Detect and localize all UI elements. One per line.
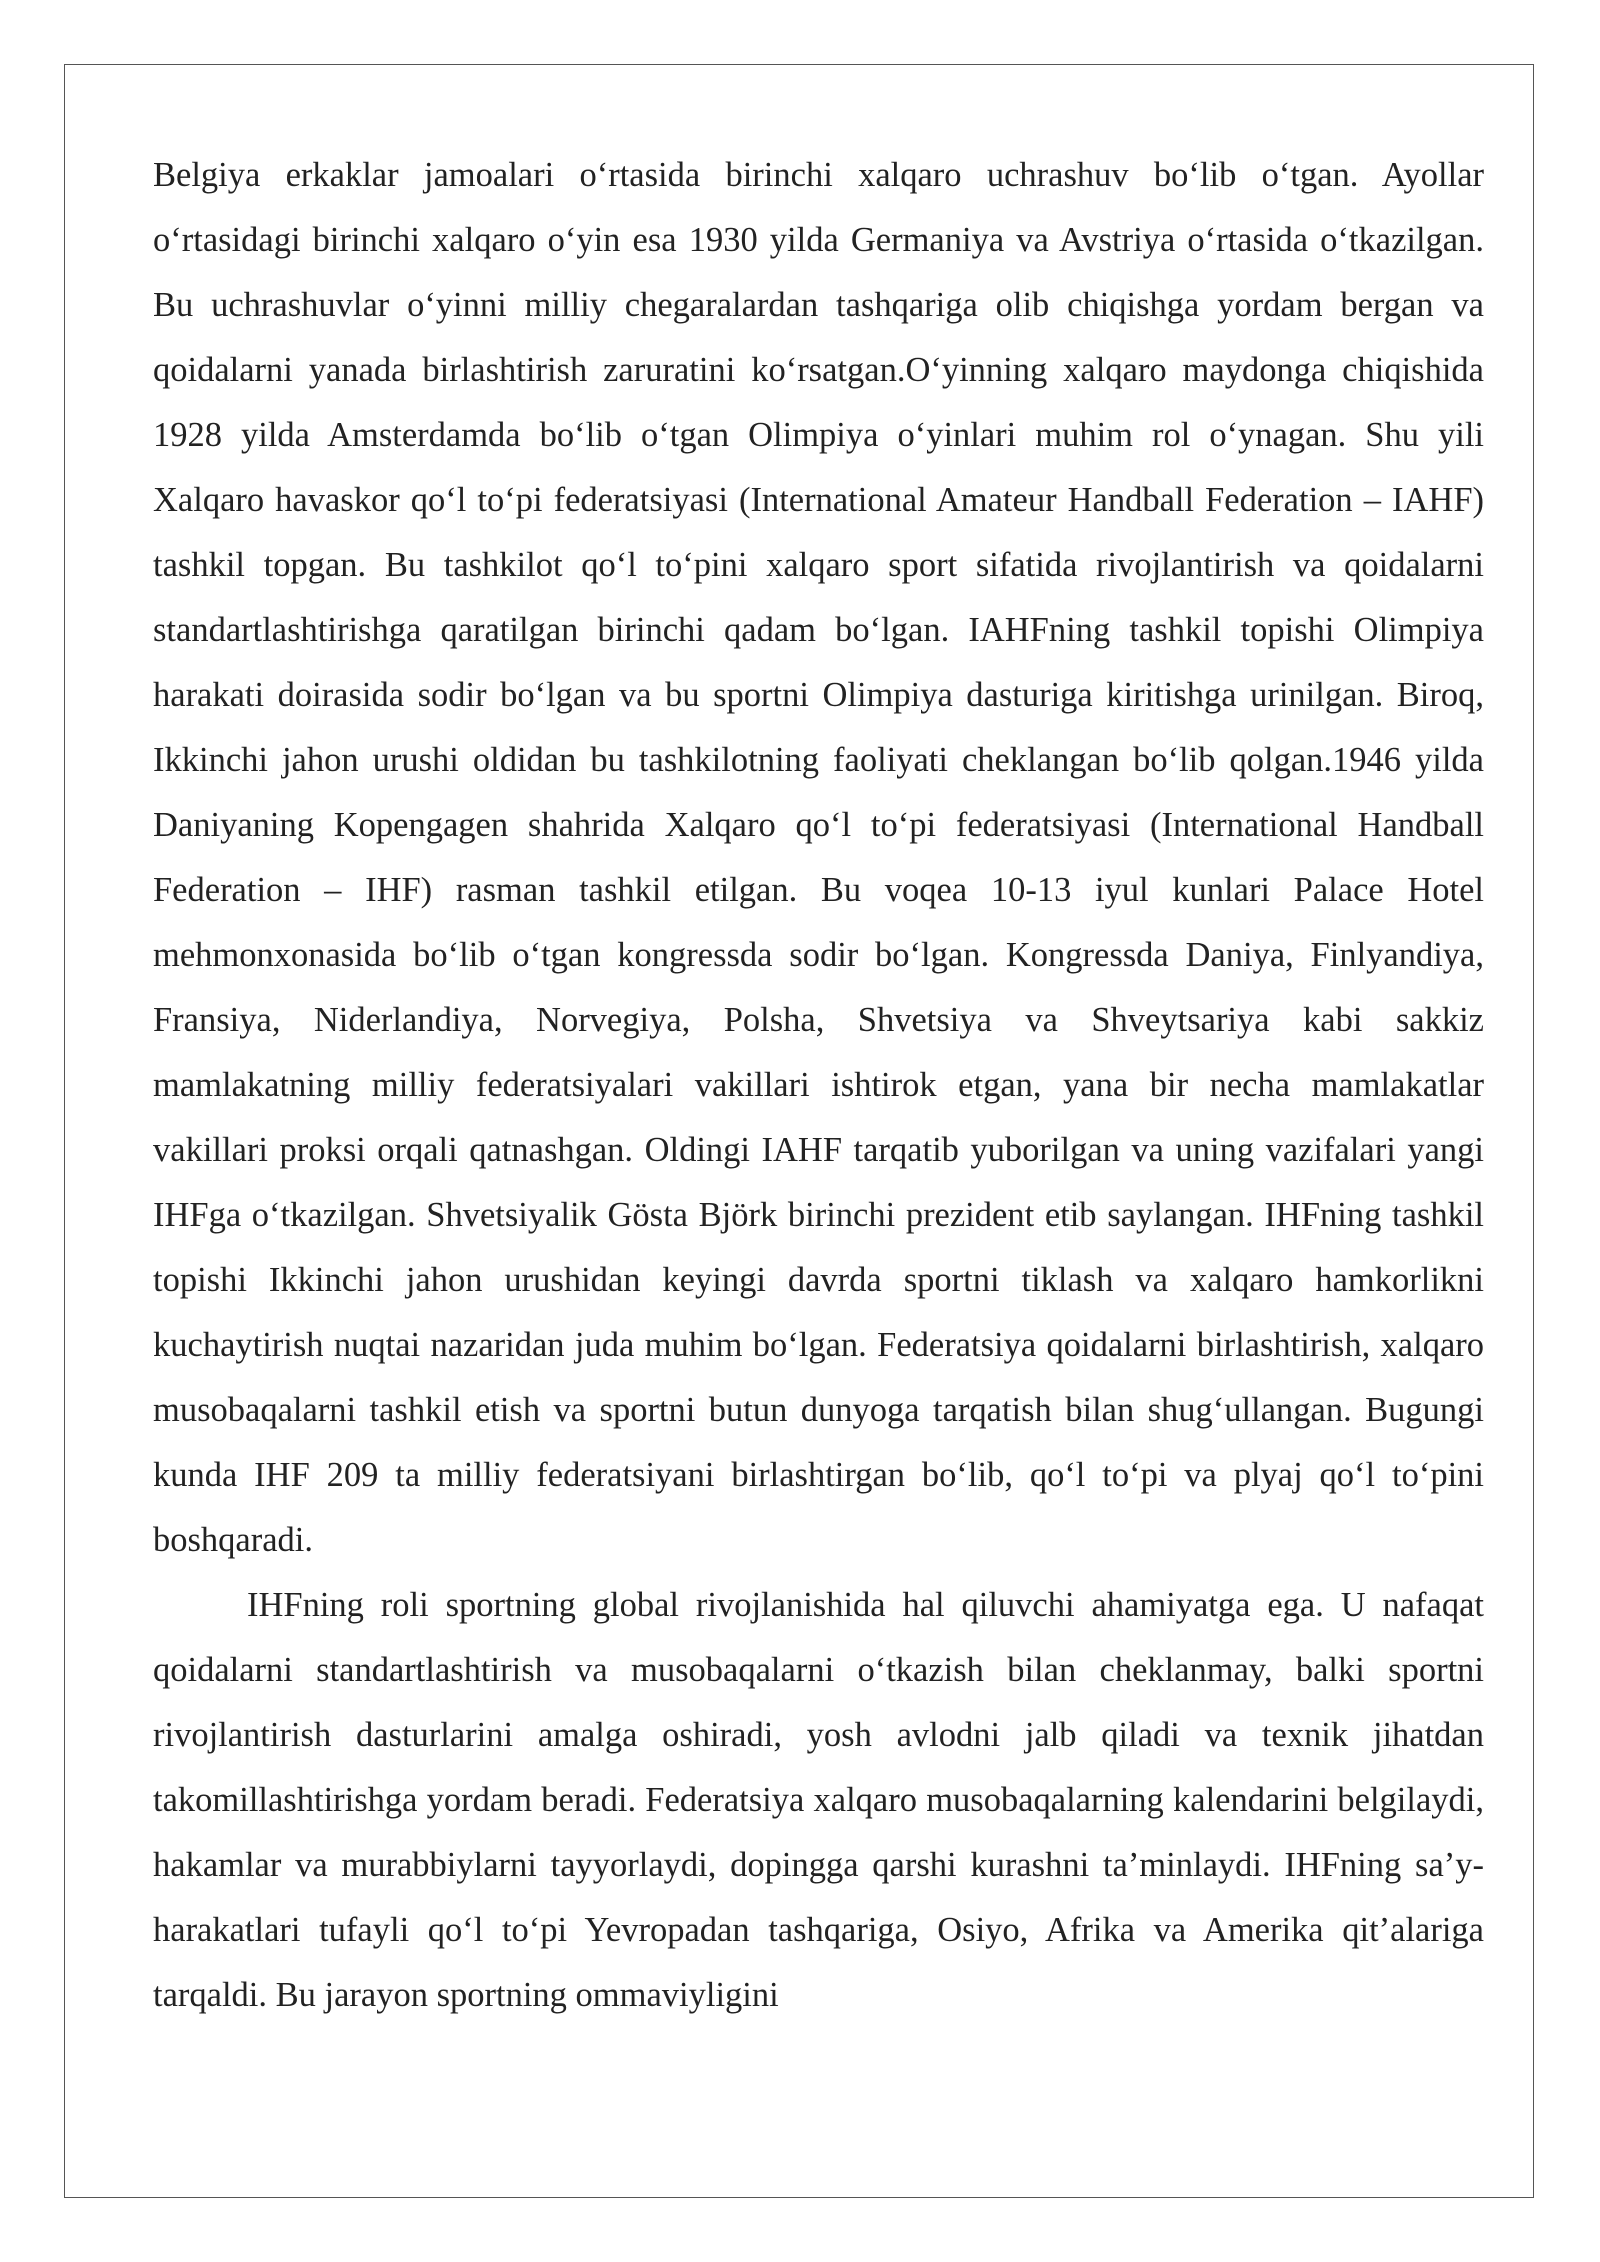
paragraph-ihf-role: IHFning roli sportning global rivojlanishida hal qiluvchi ahamiyatga ega. U nafaqat qoidalarni standartlashtirish va musobaqalarni o‘tkazish bilan cheklanmay, balki sportni rivojlantirish dasturlarini amalga oshiradi, yosh avlodni jalb qiladi va texnik jihatdan takomillashtirishga yordam beradi. Federatsiya xalqaro musobaqalarning kalendarini belgilaydi, hakamlar va murabbiylarni tayyorlaydi, dopingga qarshi kurashni ta’minlaydi. IHFning sa’y-harakatlari tufayli qo‘l to‘pi Yevropadan tashqariga, Osiyo, Afrika va Amerika qit’alariga tarqaldi. Bu jarayon sportning ommaviyligini	[153, 1586, 1484, 2014]
document-body	[153, 143, 1484, 2028]
paragraph-ihf-history: Belgiya erkaklar jamoalari o‘rtasida birinchi xalqaro uchrashuv bo‘lib o‘tgan. Ayollar o‘rtasidagi birinchi xalqaro o‘yin esa 1930 yilda Germaniya va Avstriya o‘rtasida o‘tkazilgan. Bu uchrashuvlar o‘yinni milliy chegaralardan tashqariga olib chiqishga yordam bergan va qoidalarni yanada birlashtirish zaruratini ko‘rsatgan.O‘yinning xalqaro maydonga chiqishida 1928 yilda Amsterdamda bo‘lib o‘tgan Olimpiya o‘yinlari muhim rol o‘ynagan. Shu yili Xalqaro havaskor qo‘l to‘pi federatsiyasi (International Amateur Handball Federation – IAHF) tashkil topgan. Bu tashkilot qo‘l to‘pini xalqaro sport sifatida rivojlantirish va qoidalarni standartlashtirishga qaratilgan birinchi qadam bo‘lgan. IAHFning tashkil topishi Olimpiya harakati doirasida sodir bo‘lgan va bu sportni Olimpiya dasturiga kiritishga urinilgan. Biroq, Ikkinchi jahon urushi oldidan bu tashkilotning faoliyati cheklangan bo‘lib qolgan.1946 yilda Daniyaning Kopengagen shahrida Xalqaro qo‘l to‘pi federatsiyasi (International Handball Federation – IHF) rasman tashkil etilgan. Bu voqea 10-13 iyul kunlari Palace Hotel mehmonxonasida bo‘lib o‘tgan kongressda sodir bo‘lgan. Kongressda Daniya, Finlyandiya, Fransiya, Niderlandiya, Norvegiya, Polsha, Shvetsiya va Shveytsariya kabi sakkiz mamlakatning milliy federatsiyalari vakillari ishtirok etgan, yana bir necha mamlakatlar vakillari proksi orqali qatnashgan. Oldingi IAHF tarqatib yuborilgan va uning vazifalari yangi IHFga o‘tkazilgan. Shvetsiyalik Gösta Björk birinchi prezident etib saylangan. IHFning tashkil topishi Ikkinchi jahon urushidan keyingi davrda sportni tiklash va xalqaro hamkorlikni kuchaytirish nuqtai nazaridan juda muhim bo‘lgan. Federatsiya qoidalarni birlashtirish, xalqaro musobaqalarni tashkil etish va sportni butun dunyoga tarqatish bilan shug‘ullangan. Bugungi kunda IHF 209 ta milliy federatsiyani birlashtirgan bo‘lib, qo‘l to‘pi va plyaj qo‘l to‘pini boshqaradi.	[153, 156, 1484, 1559]
